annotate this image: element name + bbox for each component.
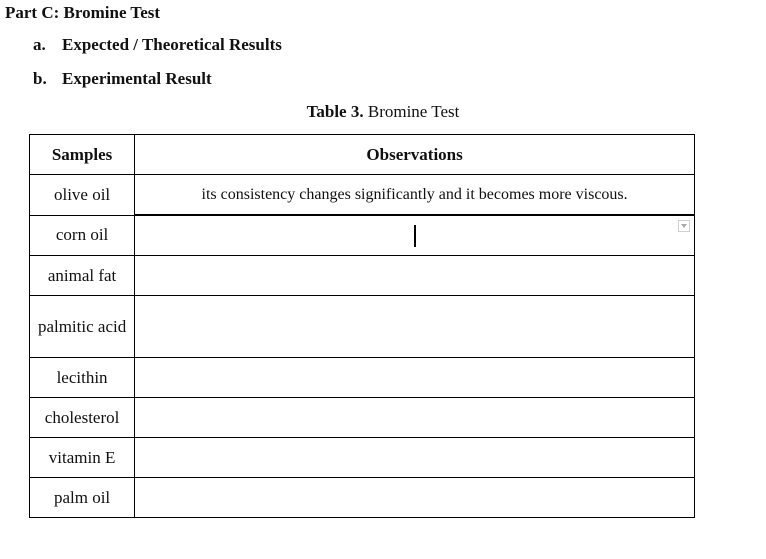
table-row bbox=[30, 256, 695, 296]
subsection-marker: b. bbox=[33, 69, 47, 88]
observation-cell-active[interactable] bbox=[135, 215, 695, 256]
observation-cell[interactable]: its consistency changes significantly and it becomes more viscous. bbox=[135, 175, 695, 216]
subsection-marker: a. bbox=[33, 35, 46, 54]
table-row bbox=[30, 215, 695, 256]
subsection-expected bbox=[33, 35, 282, 69]
subsection-label: Expected / Theoretical Results bbox=[62, 35, 282, 54]
header-samples: Samples bbox=[30, 135, 135, 175]
sample-cell: cholesterol bbox=[30, 398, 135, 438]
bromine-test-table bbox=[29, 134, 695, 518]
sample-cell: palm oil bbox=[30, 478, 135, 518]
observation-cell[interactable] bbox=[135, 478, 695, 518]
subsection-experimental bbox=[33, 69, 282, 103]
sample-cell: olive oil bbox=[30, 175, 135, 216]
table-row bbox=[30, 478, 695, 518]
table-caption-number: Table 3. bbox=[306, 102, 364, 121]
sample-cell: vitamin E bbox=[30, 438, 135, 478]
header-observations: Observations bbox=[135, 135, 695, 175]
observation-cell[interactable] bbox=[135, 398, 695, 438]
table-header-row bbox=[30, 135, 695, 175]
table-caption-title: Bromine Test bbox=[367, 102, 460, 121]
table-caption bbox=[0, 102, 766, 122]
part-heading: Part C: Bromine Test bbox=[5, 3, 161, 22]
table-row bbox=[30, 358, 695, 398]
observation-cell[interactable] bbox=[135, 438, 695, 478]
sample-cell: animal fat bbox=[30, 256, 135, 296]
observation-cell[interactable] bbox=[135, 256, 695, 296]
table-row bbox=[30, 398, 695, 438]
sample-cell: palmitic acid bbox=[30, 296, 135, 358]
table-row bbox=[30, 438, 695, 478]
subsection-list bbox=[33, 35, 282, 103]
sample-cell: corn oil bbox=[30, 215, 135, 256]
observation-cell[interactable] bbox=[135, 296, 695, 358]
cell-dropdown-icon[interactable] bbox=[678, 220, 690, 232]
sample-cell: lecithin bbox=[30, 358, 135, 398]
text-cursor bbox=[414, 225, 416, 247]
subsection-label: Experimental Result bbox=[62, 69, 212, 88]
table-row bbox=[30, 296, 695, 358]
table-row bbox=[30, 175, 695, 216]
observation-cell[interactable] bbox=[135, 358, 695, 398]
